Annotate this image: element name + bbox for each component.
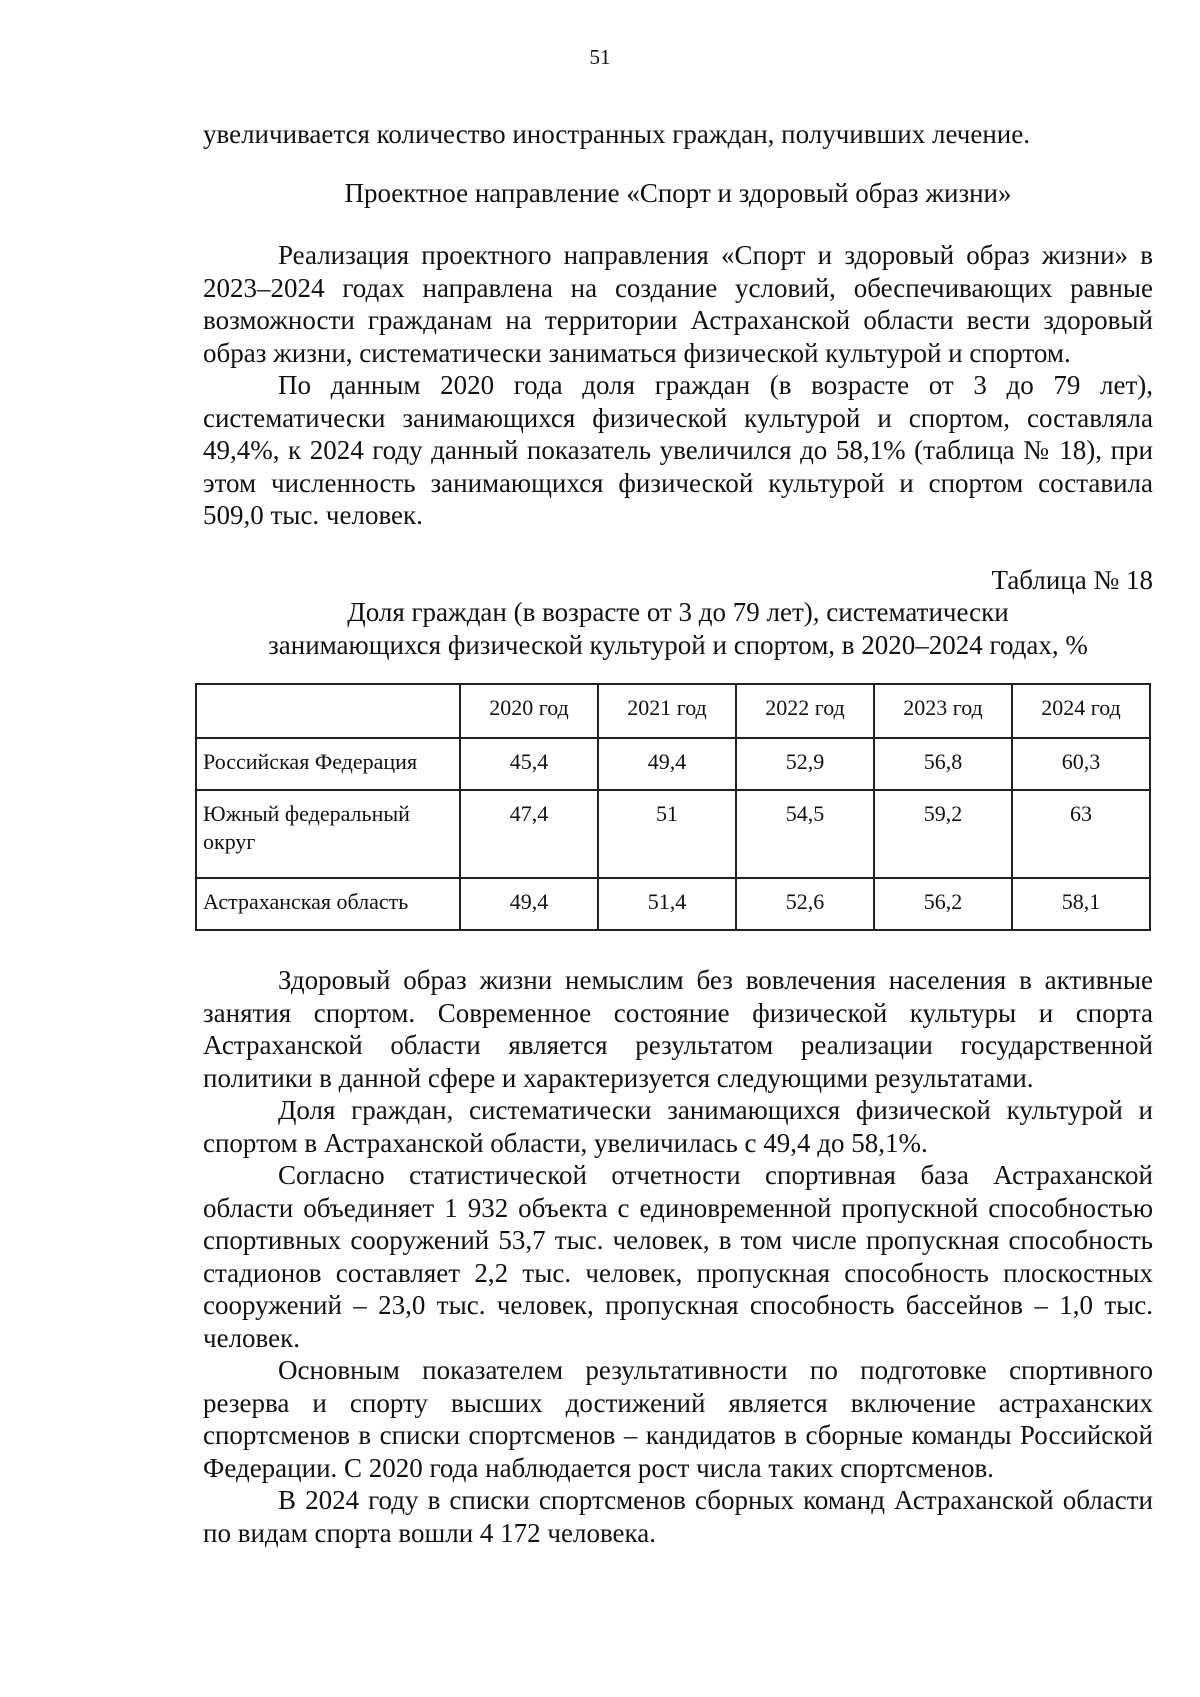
table-label: Таблица № 18 <box>991 564 1153 595</box>
page-number: 51 <box>589 45 611 69</box>
header-cell: 2020 год <box>460 684 598 738</box>
table-row <box>196 878 1150 930</box>
table-cell: 54,5 <box>736 790 874 878</box>
table-cell: 60,3 <box>1012 738 1150 790</box>
paragraph: По данным 2020 года доля граждан (в возрасте от 3 до 79 лет), систематически занимающихся физической культурой и спортом, составляла 49,4%, к 2024 году данный показатель увеличился до 58,1% (таблица № 18), при этом численность занимающихся физической культурой и спортом составила 509,0 тыс. человек. <box>203 370 1153 530</box>
paragraph: Основным показателем результативности по подготовке спортивного резерва и спорту высших достижений является включение астраханских спортсменов в списки спортсменов – кандидатов в сборные команды Российской Федерации. С 2020 года наблюдается рост числа таких спортсменов. <box>203 1355 1153 1483</box>
table-cell: 47,4 <box>460 790 598 878</box>
table-caption-line-1: Доля граждан (в возрасте от 3 до 79 лет), систематически <box>347 597 1009 627</box>
table-cell: 51 <box>598 790 736 878</box>
data-table <box>195 683 1151 931</box>
section-heading: Проектное направление «Спорт и здоровый образ жизни» <box>344 177 1012 208</box>
header-cell-empty <box>196 684 460 738</box>
table-row <box>196 738 1150 790</box>
paragraph: Реализация проектного направления «Спорт и здоровый образ жизни» в 2023–2024 годах направлена на создание условий, обеспечивающих равные возможности гражданам на территории Астраханской области вести здоровый образ жизни, систематически заниматься физической культурой и спортом. <box>203 240 1153 368</box>
row-name: Российская Федерация <box>196 738 460 790</box>
document-body <box>203 118 1153 1549</box>
table-cell: 51,4 <box>598 878 736 930</box>
table-header-row <box>196 684 1150 738</box>
paragraph: В 2024 году в списки спортсменов сборных команд Астраханской области по видам спорта вошли 4 172 человека. <box>203 1485 1153 1548</box>
table-cell: 59,2 <box>874 790 1012 878</box>
table-cell: 63 <box>1012 790 1150 878</box>
paragraph: Согласно статистической отчетности спортивная база Астраханской области объединяет 1 932 объекта с единовременной пропускной способностью спортивных сооружений 53,7 тыс. человек, в том числе пропускная способность стадионов составляет 2,2 тыс. человек, пропускная способность плоскостных сооружений – 23,0 тыс. человек, пропускная способность бассейнов – 1,0 тыс. человек. <box>203 1160 1153 1353</box>
table-cell: 49,4 <box>598 738 736 790</box>
table-caption-line-2: занимающихся физической культурой и спортом, в 2020–2024 годах, % <box>268 629 1088 660</box>
continuation-paragraph: увеличивается количество иностранных граждан, получивших лечение. <box>203 119 1030 149</box>
header-cell: 2023 год <box>874 684 1012 738</box>
table-row <box>196 790 1150 878</box>
table-cell: 58,1 <box>1012 878 1150 930</box>
table-cell: 45,4 <box>460 738 598 790</box>
row-name: Астраханская область <box>196 878 460 930</box>
paragraph: Доля граждан, систематически занимающихся физической культурой и спортом в Астраханской области, увеличилась с 49,4 до 58,1%. <box>203 1095 1153 1158</box>
row-name: Южный федеральный округ <box>196 790 460 878</box>
header-cell: 2022 год <box>736 684 874 738</box>
table-cell: 52,6 <box>736 878 874 930</box>
paragraph: Здоровый образ жизни немыслим без вовлечения населения в активные занятия спортом. Современное состояние физической культуры и спорта Астраханской области является результатом реализации государственной политики в данной сфере и характеризуется следующими результатами. <box>203 965 1153 1093</box>
table-cell: 49,4 <box>460 878 598 930</box>
header-cell: 2024 год <box>1012 684 1150 738</box>
header-cell: 2021 год <box>598 684 736 738</box>
table-cell: 56,8 <box>874 738 1012 790</box>
table-cell: 52,9 <box>736 738 874 790</box>
table-cell: 56,2 <box>874 878 1012 930</box>
